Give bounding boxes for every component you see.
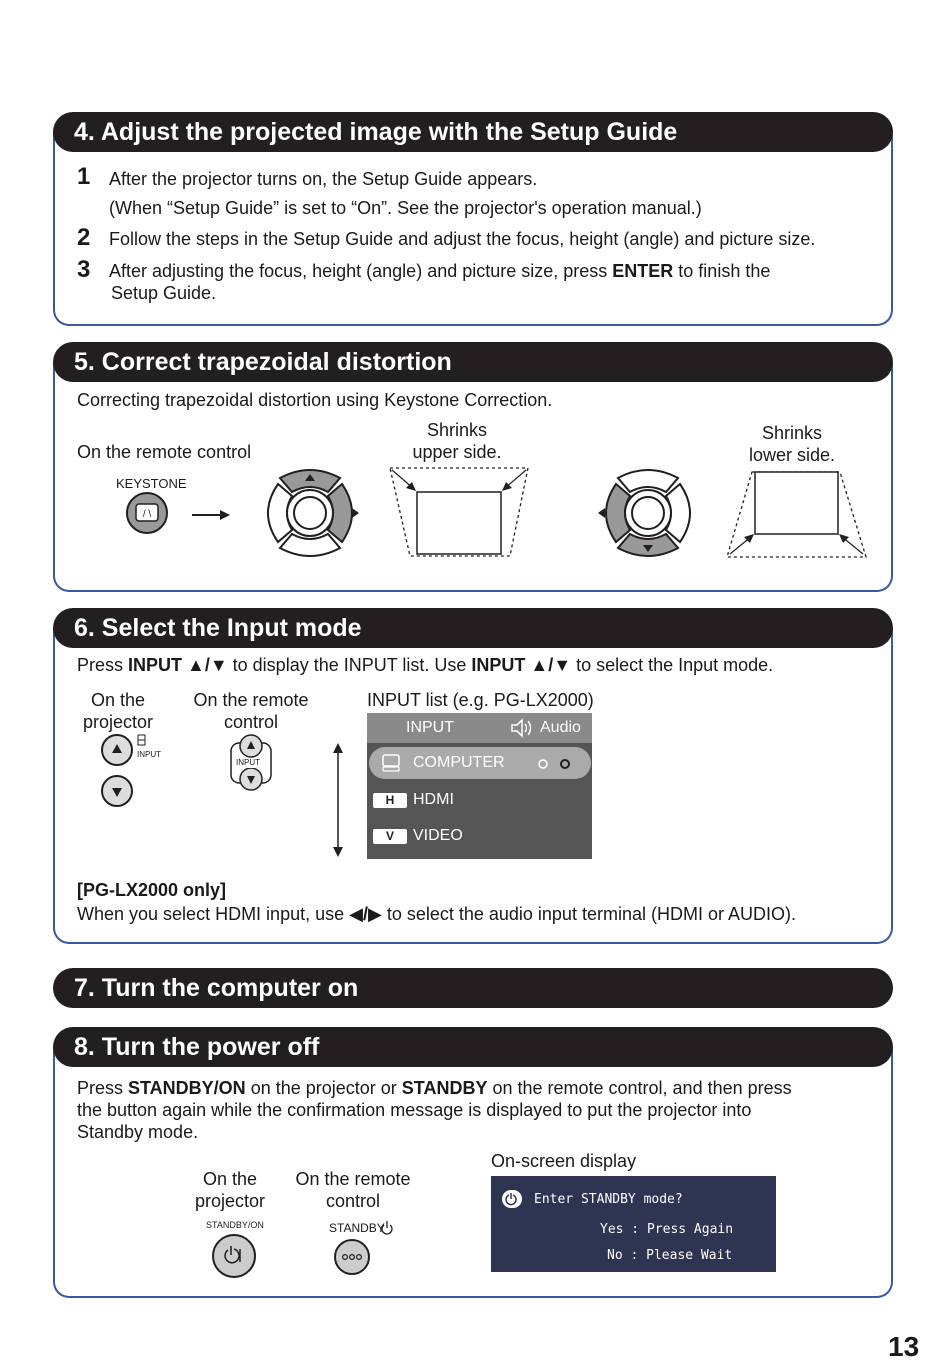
- shrink-lower-diagram: [727, 472, 866, 557]
- standby-on-button-icon: [213, 1235, 255, 1277]
- step-1-text: After the projector turns on, the Setup Guide appears.: [109, 169, 538, 189]
- standby-on-key: STANDBY/ON: [128, 1078, 246, 1098]
- note-text-a: When you select HDMI input, use: [77, 904, 350, 924]
- on-remote-label-1: On the remote: [193, 690, 309, 710]
- step-2-number: 2: [77, 224, 91, 251]
- input-item-hdmi-label: HDMI: [413, 791, 454, 808]
- hdmi-key-badge: H: [373, 793, 407, 808]
- pg-lx2000-note-text: [77, 903, 796, 925]
- section-6-title: 6. Select the Input mode: [53, 608, 893, 648]
- input-instruction-a: Press: [77, 655, 129, 675]
- on-screen-display: [491, 1176, 776, 1272]
- s8-remote-label-2: control: [325, 1191, 381, 1211]
- s8-remote-label-1: On the remote: [295, 1169, 411, 1189]
- input-lamp-icon: [138, 735, 145, 745]
- on-projector-label-1: On the: [90, 690, 146, 710]
- dpad-left-down-icon: [598, 470, 690, 556]
- section-4-title: 4. Adjust the projected image with the Setup Guide: [53, 112, 893, 152]
- shrinks-lower-label-2: lower side.: [748, 445, 836, 465]
- osd-line-1: Enter STANDBY mode?: [534, 1192, 683, 1207]
- remote-standby-button-icon: [335, 1240, 369, 1274]
- input-buttons-diagram: [0, 700, 360, 880]
- section-8-title: 8. Turn the power off: [53, 1027, 893, 1067]
- shrinks-upper-label-1: Shrinks: [426, 420, 488, 440]
- power-off-instruction-1: [77, 1077, 792, 1099]
- power-text-e: on the remote control, and then press: [487, 1078, 792, 1098]
- shrinks-lower-label-1: Shrinks: [761, 423, 823, 443]
- input-instruction: [77, 654, 773, 676]
- osd-line-3: No : Please Wait: [607, 1248, 733, 1263]
- step-1-number: 1: [77, 163, 91, 190]
- remote-control-label: On the remote control: [77, 442, 252, 462]
- scroll-arrow-icon: [333, 743, 343, 857]
- input-list-caption: INPUT list (e.g. PG-LX2000): [367, 690, 594, 710]
- step-3-text-c: to finish the: [673, 261, 771, 281]
- s8-projector-label-2: projector: [194, 1191, 266, 1211]
- projector-input-label: INPUT: [137, 750, 161, 759]
- keystone-button-label: KEYSTONE: [116, 476, 187, 491]
- input-instruction-e: to select the Input mode.: [571, 655, 774, 675]
- input-item-video[interactable]: [367, 823, 592, 853]
- video-key-badge: V: [373, 829, 407, 844]
- input-item-video-label: VIDEO: [413, 827, 463, 844]
- power-text-a: Press: [77, 1078, 129, 1098]
- audio-selection-icon: [535, 757, 575, 771]
- projector-down-button-icon: [102, 776, 132, 806]
- input-list-header-input: INPUT: [406, 719, 454, 736]
- osd-line-2: Yes : Press Again: [600, 1222, 734, 1237]
- input-list-header-audio: Audio: [540, 719, 581, 736]
- standby-on-button-label: STANDBY/ON: [206, 1220, 264, 1230]
- input-list-header: [367, 713, 592, 743]
- on-remote-label-2: control: [223, 712, 279, 732]
- input-item-computer[interactable]: [369, 747, 591, 779]
- keystone-button-icon: [127, 493, 167, 533]
- standby-button-label: STANDBY: [329, 1221, 385, 1235]
- section-5-title: 5. Correct trapezoidal distortion: [53, 342, 893, 382]
- input-instruction-c: to display the INPUT list. Use: [227, 655, 472, 675]
- section-7-title: 7. Turn the computer on: [53, 968, 893, 1008]
- remote-input-label: INPUT: [236, 758, 260, 767]
- s8-projector-label-1: On the: [202, 1169, 258, 1189]
- on-projector-label-2: projector: [82, 712, 154, 732]
- shrink-upper-diagram: [390, 468, 528, 556]
- standby-buttons-diagram: [190, 1218, 410, 1284]
- shrinks-upper-label-2: upper side.: [412, 442, 502, 462]
- dpad-up-right-icon: [268, 470, 359, 556]
- power-symbol-osd-icon: [501, 1189, 523, 1209]
- note-arrow-keys: ◀/▶: [349, 904, 382, 924]
- step-3-text-line2: Setup Guide.: [111, 283, 217, 303]
- speaker-icon: [510, 718, 534, 738]
- input-list-menu: [367, 713, 592, 859]
- pg-lx2000-note-title: [PG-LX2000 only]: [77, 880, 227, 900]
- arrow-right-icon: [192, 510, 230, 520]
- step-3-number: 3: [77, 256, 91, 283]
- projector-up-button-icon: [102, 735, 132, 765]
- step-3-text-a: After adjusting the focus, height (angle) and picture size, press: [109, 261, 613, 281]
- computer-icon: [382, 754, 400, 772]
- note-text-c: to select the audio input terminal (HDMI or AUDIO).: [381, 904, 796, 924]
- input-key-1: INPUT ▲/▼: [128, 655, 228, 675]
- svg-text:/ \: / \: [142, 509, 152, 520]
- keystone-intro: Correcting trapezoidal distortion using Keystone Correction.: [77, 390, 553, 410]
- standby-key: STANDBY: [401, 1078, 488, 1098]
- enter-key-label: ENTER: [612, 261, 674, 281]
- input-item-computer-label: COMPUTER: [413, 754, 505, 771]
- step-2-text: Follow the steps in the Setup Guide and adjust the focus, height (angle) and picture size.: [109, 229, 816, 249]
- page-number: 13: [888, 1331, 920, 1362]
- input-item-hdmi[interactable]: [367, 787, 592, 817]
- power-off-instruction-3: Standby mode.: [77, 1122, 199, 1142]
- input-key-2: INPUT ▲/▼: [471, 655, 572, 675]
- power-symbol-icon: [382, 1221, 392, 1234]
- keystone-diagram: [0, 0, 950, 600]
- step-1-note: (When “Setup Guide” is set to “On”. See the projector's operation manual.): [109, 198, 702, 218]
- osd-caption: On-screen display: [491, 1151, 637, 1171]
- power-text-c: on the projector or: [245, 1078, 402, 1098]
- power-off-instruction-2: the button again while the confirmation message is displayed to put the projector into: [77, 1100, 752, 1120]
